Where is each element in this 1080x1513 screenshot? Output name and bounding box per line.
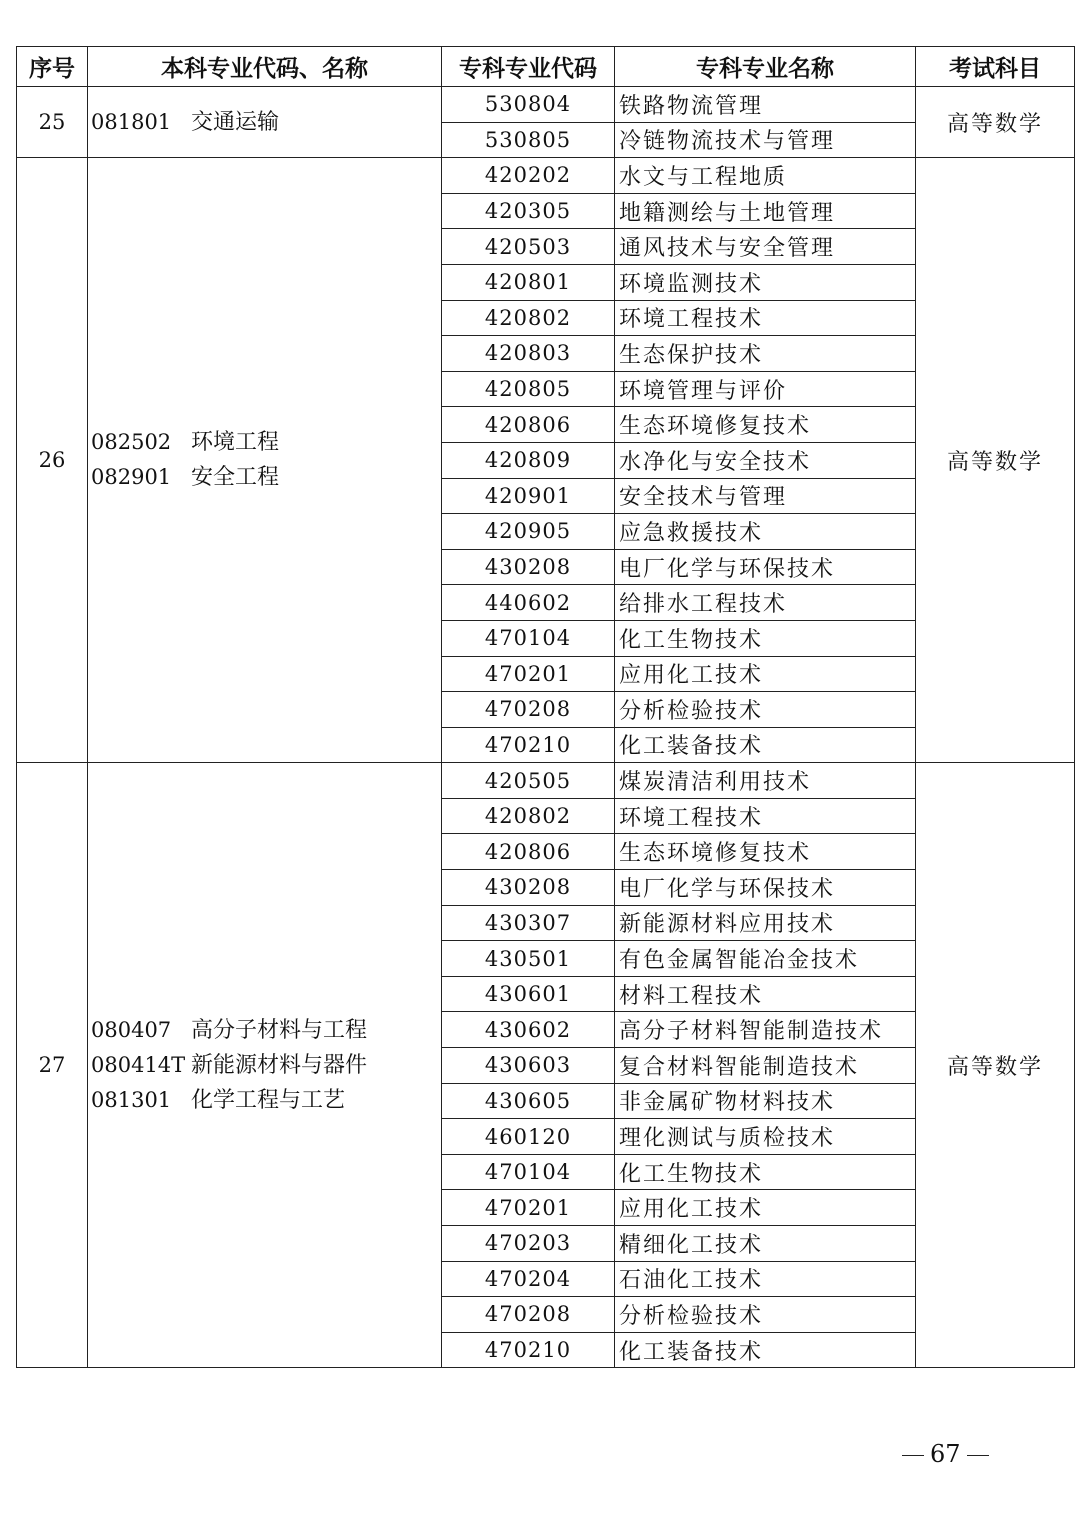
zk-code-cell: 430603 [442,1048,615,1084]
zk-code-cell: 530804 [442,87,615,123]
zk-name-cell: 应用化工技术 [615,656,916,692]
bk-major-name: 交通运输 [191,109,280,135]
zk-name-cell: 分析检验技术 [615,1297,916,1333]
zk-name-cell: 高分子材料智能制造技术 [615,1012,916,1048]
zk-code-cell: 430602 [442,1012,615,1048]
zk-code-cell: 420806 [442,834,615,870]
zk-name-cell: 新能源材料应用技术 [615,905,916,941]
zk-name-cell: 化工生物技术 [615,620,916,656]
zk-name-cell: 环境管理与评价 [615,371,916,407]
bk-major-code: 080407 [91,1017,172,1042]
zk-name-cell: 材料工程技术 [615,976,916,1012]
subject-cell: 高等数学 [916,158,1075,763]
zk-name-cell: 复合材料智能制造技术 [615,1048,916,1084]
zk-code-cell: 420905 [442,514,615,550]
bk-major-name: 高分子材料与工程 [191,1017,368,1043]
zk-code-cell: 420503 [442,229,615,265]
zk-name-cell: 水净化与安全技术 [615,442,916,478]
seq-cell: 25 [17,87,88,158]
zk-code-cell: 420805 [442,371,615,407]
major-table [16,46,1075,1368]
zk-name-cell: 化工装备技术 [615,1332,916,1368]
zk-code-cell: 420802 [442,798,615,834]
zk-code-cell: 430208 [442,549,615,585]
zk-name-cell: 环境工程技术 [615,798,916,834]
bk-major-cell [88,87,442,158]
zk-name-cell: 冷链物流技术与管理 [615,122,916,158]
footer-dash-right [967,1455,989,1456]
page-number: 67 [930,1440,961,1468]
zk-name-cell: 地籍测绘与土地管理 [615,193,916,229]
page-footer [896,1440,995,1468]
table-row [17,763,1075,799]
zk-name-cell: 生态保护技术 [615,336,916,372]
zk-name-cell: 生态环境修复技术 [615,834,916,870]
table-body [17,87,1075,1368]
table-row [17,158,1075,194]
bk-major-code: 080414T [91,1052,186,1077]
zk-code-cell: 470208 [442,692,615,728]
bk-major-entry [91,1048,441,1083]
seq-cell: 26 [17,158,88,763]
zk-name-cell: 应急救援技术 [615,514,916,550]
table-row [17,87,1075,123]
bk-major-code: 081801 [91,109,172,134]
zk-name-cell: 分析检验技术 [615,692,916,728]
zk-code-cell: 420806 [442,407,615,443]
zk-name-cell: 水文与工程地质 [615,158,916,194]
zk-code-cell: 420801 [442,264,615,300]
zk-name-cell: 化工装备技术 [615,727,916,763]
zk-name-cell: 铁路物流管理 [615,87,916,123]
zk-code-cell: 430601 [442,976,615,1012]
subject-cell: 高等数学 [916,763,1075,1368]
zk-code-cell: 420305 [442,193,615,229]
zk-code-cell: 420803 [442,336,615,372]
zk-name-cell: 环境工程技术 [615,300,916,336]
bk-major-name: 安全工程 [191,465,280,491]
bk-major-entry [91,1083,441,1118]
zk-code-cell: 430307 [442,905,615,941]
zk-name-cell: 电厂化学与环保技术 [615,870,916,906]
zk-name-cell: 环境监测技术 [615,264,916,300]
zk-code-cell: 530805 [442,122,615,158]
zk-code-cell: 420809 [442,442,615,478]
footer-dash-left [902,1455,924,1456]
zk-name-cell: 有色金属智能冶金技术 [615,941,916,977]
zk-code-cell: 460120 [442,1119,615,1155]
zk-code-cell: 420505 [442,763,615,799]
zk-code-cell: 470104 [442,620,615,656]
zk-name-cell: 非金属矿物材料技术 [615,1083,916,1119]
seq-cell: 27 [17,763,88,1368]
zk-name-cell: 煤炭清洁利用技术 [615,763,916,799]
header-seq: 序号 [17,47,88,87]
zk-name-cell: 化工生物技术 [615,1154,916,1190]
zk-name-cell: 通风技术与安全管理 [615,229,916,265]
bk-major-entry [91,1013,441,1048]
header-bk-major: 本科专业代码、名称 [88,47,442,87]
zk-name-cell: 给排水工程技术 [615,585,916,621]
zk-code-cell: 470104 [442,1154,615,1190]
zk-name-cell: 电厂化学与环保技术 [615,549,916,585]
zk-name-cell: 生态环境修复技术 [615,407,916,443]
bk-major-entry [91,105,441,140]
zk-name-cell: 石油化工技术 [615,1261,916,1297]
bk-major-cell [88,158,442,763]
zk-name-cell: 安全技术与管理 [615,478,916,514]
header-subject: 考试科目 [916,47,1075,87]
bk-major-cell [88,763,442,1368]
zk-code-cell: 470204 [442,1261,615,1297]
header-zk-code: 专科专业代码 [442,47,615,87]
zk-name-cell: 理化测试与质检技术 [615,1119,916,1155]
bk-major-code: 081301 [91,1087,172,1112]
bk-major-code: 082502 [91,430,172,455]
zk-code-cell: 470210 [442,727,615,763]
zk-code-cell: 470201 [442,656,615,692]
zk-name-cell: 精细化工技术 [615,1226,916,1262]
bk-major-name: 化学工程与工艺 [191,1087,346,1113]
zk-code-cell: 420802 [442,300,615,336]
bk-major-name: 环境工程 [191,430,280,456]
zk-code-cell: 430605 [442,1083,615,1119]
bk-major-entry [91,460,441,495]
header-row [17,47,1075,87]
zk-code-cell: 470201 [442,1190,615,1226]
zk-code-cell: 420202 [442,158,615,194]
zk-code-cell: 470208 [442,1297,615,1333]
zk-code-cell: 470210 [442,1332,615,1368]
zk-code-cell: 440602 [442,585,615,621]
bk-major-name: 新能源材料与器件 [191,1052,368,1078]
header-zk-name: 专科专业名称 [615,47,916,87]
zk-code-cell: 430208 [442,870,615,906]
zk-code-cell: 430501 [442,941,615,977]
zk-code-cell: 470203 [442,1226,615,1262]
bk-major-code: 082901 [91,465,172,490]
zk-name-cell: 应用化工技术 [615,1190,916,1226]
bk-major-entry [91,425,441,460]
zk-code-cell: 420901 [442,478,615,514]
subject-cell: 高等数学 [916,87,1075,158]
